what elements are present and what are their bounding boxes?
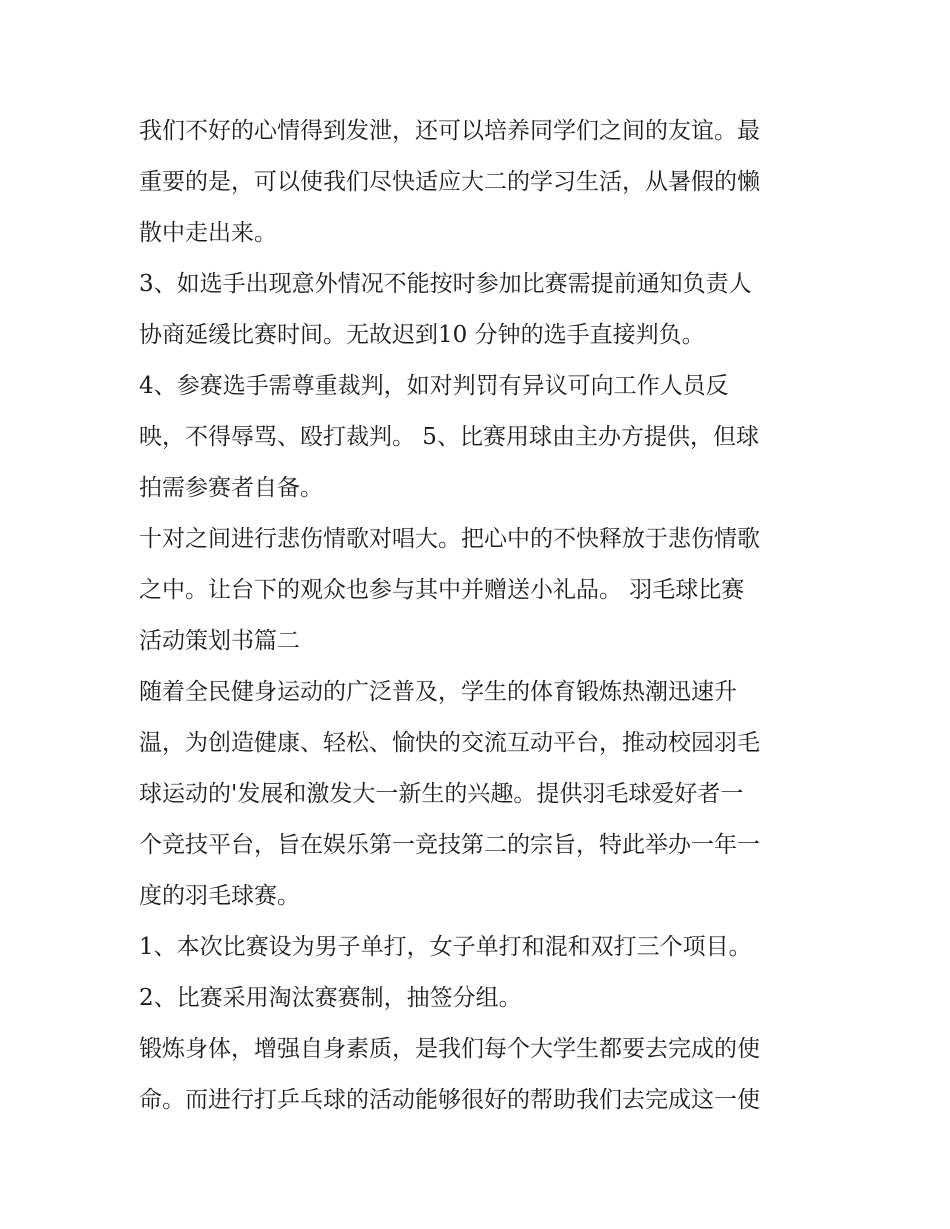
section-heading-line: 活动策划书篇二 <box>139 628 300 654</box>
text-line: 协商延缓比赛时间。无故迟到10 分钟的选手直接判负。 <box>139 322 705 348</box>
text-line: 球运动的'发展和激发大一新生的兴趣。提供羽毛球爱好者一 <box>139 781 744 807</box>
text-line: 十对之间进行悲伤情歌对唱大。把心中的不快释放于悲伤情歌 <box>139 526 760 552</box>
text-line: 我们不好的心情得到发泄，还可以培养同学们之间的友谊。最 <box>139 118 760 144</box>
text-line: 1、本次比赛设为男子单打，女子单打和混和双打三个项目。 <box>139 934 752 960</box>
text-line: 映，不得辱骂、殴打裁判。 5、比赛用球由主办方提供，但球 <box>139 424 759 450</box>
text-line: 散中走出来。 <box>139 220 277 246</box>
text-line: 3、如选手出现意外情况不能按时参加比赛需提前通知负责人 <box>139 271 752 297</box>
text-line: 之中。让台下的观众也参与其中并赠送小礼品。 羽毛球比赛 <box>139 577 745 603</box>
text-line: 2、比赛采用淘汰赛赛制，抽签分组。 <box>139 985 522 1011</box>
text-line: 个竞技平台，旨在娱乐第一竞技第二的宗旨，特此举办一年一 <box>139 832 760 858</box>
text-line: 度的羽毛球赛。 <box>139 883 300 909</box>
text-line: 温，为创造健康、轻松、愉快的交流互动平台，推动校园羽毛 <box>139 730 760 756</box>
text-line: 重要的是，可以使我们尽快适应大二的学习生活，从暑假的懒 <box>139 169 760 195</box>
text-line: 命。而进行打乒乓球的活动能够很好的帮助我们去完成这一使 <box>139 1087 760 1113</box>
text-line: 锻炼身体，增强自身素质，是我们每个大学生都要去完成的使 <box>139 1036 760 1062</box>
text-line: 随着全民健身运动的广泛普及，学生的体育锻炼热潮迅速升 <box>139 679 737 705</box>
body-text <box>139 106 829 1126</box>
text-line: 拍需参赛者自备。 <box>139 475 323 501</box>
text-line: 4、参赛选手需尊重裁判，如对判罚有异议可向工作人员反 <box>139 373 729 399</box>
